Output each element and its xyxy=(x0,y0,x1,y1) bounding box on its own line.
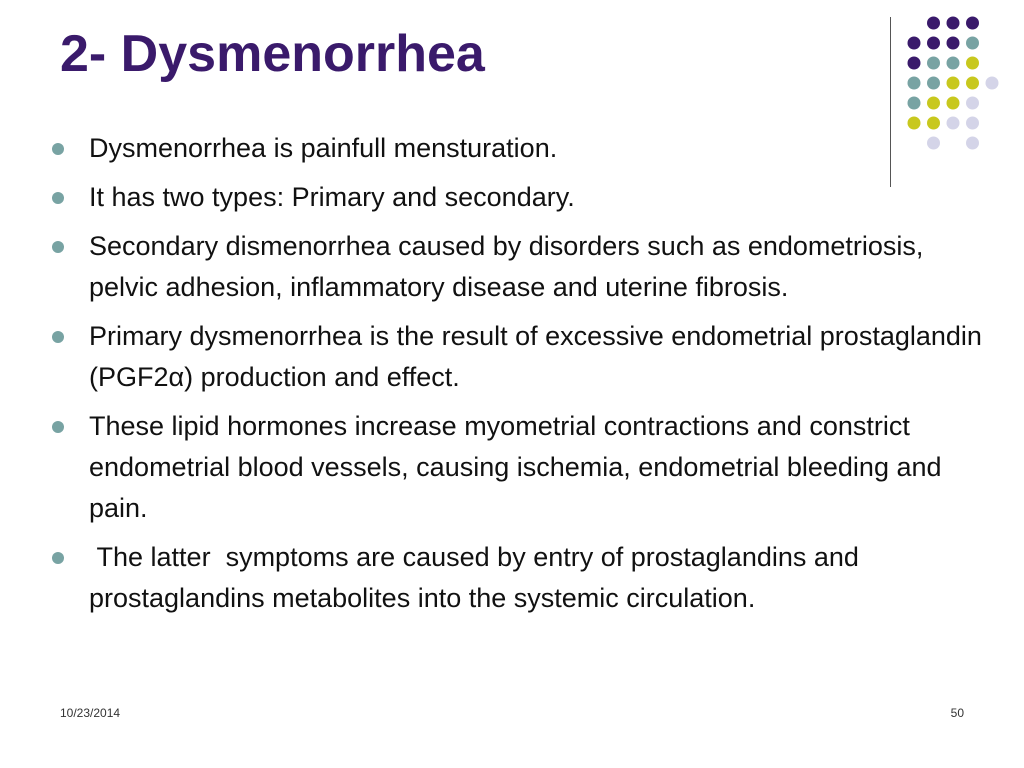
bullet-icon xyxy=(52,331,64,343)
bullet-item xyxy=(50,406,985,529)
decorative-dot xyxy=(908,97,921,110)
bullet-list xyxy=(50,128,990,627)
decorative-dot xyxy=(908,57,921,70)
bullet-icon xyxy=(52,241,64,253)
decorative-dot xyxy=(947,97,960,110)
bullet-text: Dysmenorrhea is painfull mensturation. xyxy=(89,133,558,163)
bullet-item xyxy=(50,128,985,169)
bullet-text: These lipid hormones increase myometrial contractions and constrict endometrial blood vessels, causing ischemia, endometrial bleeding and pain. xyxy=(89,411,950,523)
decorative-dot xyxy=(908,37,921,50)
decorative-dot xyxy=(947,37,960,50)
bullet-icon xyxy=(52,192,64,204)
decorative-dot xyxy=(966,37,979,50)
bullet-icon xyxy=(52,552,64,564)
decorative-dot xyxy=(947,57,960,70)
decorative-dot xyxy=(927,57,940,70)
bullet-icon xyxy=(52,143,64,155)
slide-title: 2- Dysmenorrhea xyxy=(60,25,485,83)
decorative-dot xyxy=(927,77,940,90)
bullet-text: It has two types: Primary and secondary. xyxy=(89,182,575,212)
bullet-item xyxy=(50,177,985,218)
bullet-item xyxy=(50,226,985,308)
bullet-text: Secondary dismenorrhea caused by disorders such as endometriosis, pelvic adhesion, inflammatory disease and uterine fibrosis. xyxy=(89,231,931,302)
bullet-item xyxy=(50,537,985,619)
decorative-dot xyxy=(966,57,979,70)
decorative-dot xyxy=(966,77,979,90)
decorative-dot xyxy=(927,97,940,110)
decorative-dot xyxy=(986,77,999,90)
bullet-item xyxy=(50,316,990,398)
decorative-dot xyxy=(908,77,921,90)
decorative-dot xyxy=(927,37,940,50)
decorative-dot xyxy=(947,17,960,30)
bullet-icon xyxy=(52,421,64,433)
footer-date: 10/23/2014 xyxy=(60,706,121,720)
bullet-text: Primary dysmenorrhea is the result of excessive endometrial prostaglandin (PGF2α) production and effect. xyxy=(89,321,990,392)
bullet-text: The latter symptoms are caused by entry of prostaglandins and prostaglandins metabolites into the systemic circulation. xyxy=(89,542,867,613)
slide-number: 50 xyxy=(950,706,964,720)
decorative-dot xyxy=(966,17,979,30)
decorative-dot xyxy=(966,97,979,110)
decorative-dot xyxy=(947,77,960,90)
decorative-dot xyxy=(927,17,940,30)
